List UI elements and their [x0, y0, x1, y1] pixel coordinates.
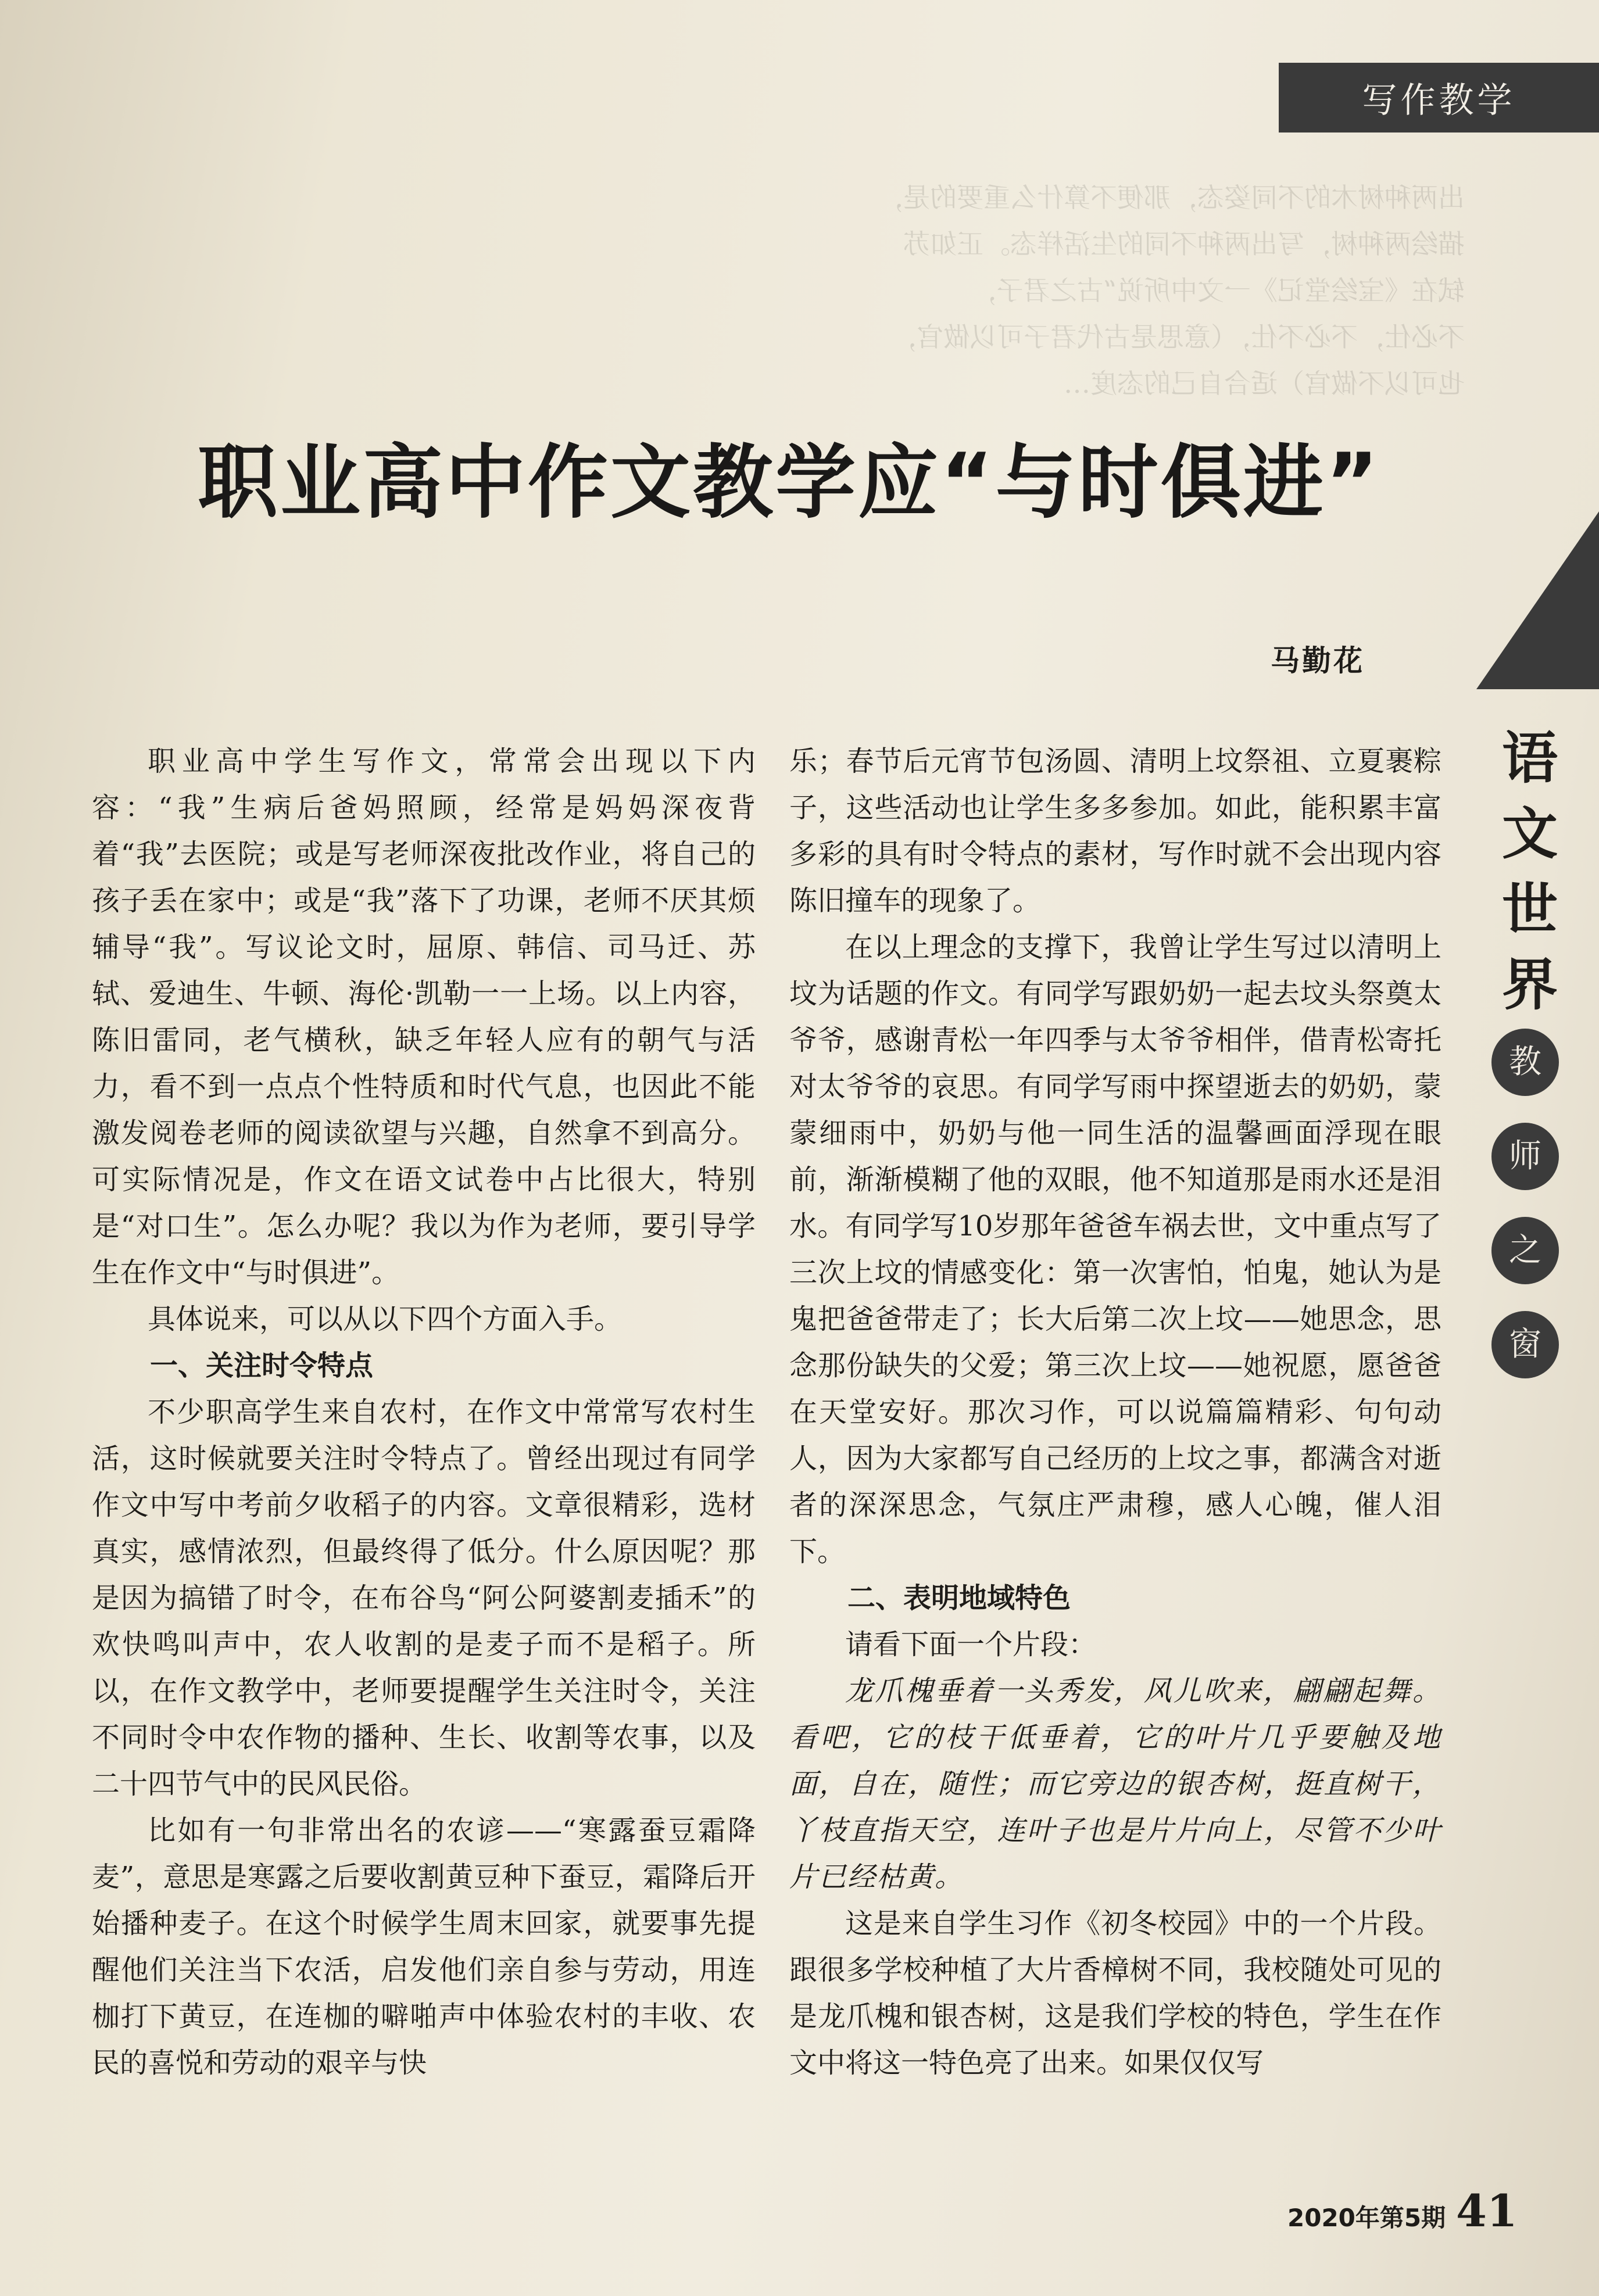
paragraph: 具体说来，可以从以下四个方面入手。 — [148, 1303, 623, 1335]
paragraph: 比如有一句非常出名的农谚——“寒露蚕豆霜降麦”，意思是寒露之后要收割黄豆种下蚕豆，霜降后开始播种麦子。在这个时候学生周末回家，就要事先提醒他们关注当下农活，启发他们亲自参与劳动，用连枷打下黄豆，在连枷的噼啪声中体验农村的丰收、农民的喜悦和劳动的艰辛与快 — [92, 1814, 756, 2079]
page-number: 41 — [1456, 2185, 1518, 2237]
section-heading: 二、表明地域特色 — [847, 1582, 1071, 1614]
subtitle-circle: 窗 — [1491, 1311, 1559, 1378]
paragraph: 职业高中学生写作文，常常会出现以下内容：“我”生病后爸妈照顾，经常是妈妈深夜背着“我”去医院；或是写老师深夜批改作业，将自己的孩子丢在家中；或是“我”落下了功课，老师不厌其烦辅导“我”。写议论文时，屈原、韩信、司马迁、苏轼、爱迪生、牛顿、海伦·凯勒一一上场。以上内容，陈旧雷同，老气横秋，缺乏年轻人应有的朝气与活力，看不到一点点个性特质和时代气息，也因此不能激发阅卷老师的阅读欲望与兴趣，自然拿不到高分。可实际情况是，作文在语文试卷中占比很大，特别是“对口生”。怎么办呢？我以为作为老师，要引导学生在作文中“与时俱进”。 — [92, 745, 756, 1289]
paragraph: 这是来自学生习作《初冬校园》中的一个片段。跟很多学校种植了大片香樟树不同，我校随处可见的是龙爪槐和银杏树，这是我们学校的特色，学生在作文中将这一特色亮了出来。如果仅仅写 — [789, 1907, 1441, 2079]
bleed-line: 不必仕，不必不仕，（意思是古代君子可以做官， — [890, 321, 1465, 353]
paragraph: 乐；春节后元宵节包汤圆、清明上坟祭祖、立夏裹粽子，这些活动也让学生多多参加。如此，能积累丰富多彩的具有时令特点的素材，写作时就不会出现内容陈旧撞车的现象了。 — [789, 745, 1441, 917]
paragraph: 不少职高学生来自农村，在作文中常常写农村生活，这时候就要关注时令特点了。曾经出现过有同学作文中写中考前夕收稻子的内容。文章很精彩，选材真实，感情浓烈，但最终得了低分。什么原因呢？那是因为搞错了时令，在布谷鸟“阿公阿婆割麦插禾”的欢快鸣叫声中，农人收割的是麦子而不是稻子。所以，在作文教学中，老师要提醒学生关注时令，关注不同时令中农作物的播种、生长、收割等农事，以及二十四节气中的民风民俗。 — [92, 1396, 756, 1800]
bleed-line: 轼在《宝绘堂记》一文中所说“古之君子， — [970, 275, 1465, 306]
column-name-char: 界 — [1502, 952, 1558, 1018]
column-name-char: 世 — [1502, 876, 1558, 942]
paragraph: 在以上理念的支撑下，我曾让学生写过以清明上坟为话题的作文。有同学写跟奶奶一起去坟头祭奠太爷爷，感谢青松一年四季与太爷爷相伴，借青松寄托对太爷爷的哀思。有同学写雨中探望逝去的奶奶，蒙蒙细雨中，奶奶与他一同生活的温馨画面浮现在眼前，渐渐模糊了他的双眼，他不知道那是雨水还是泪水。有同学写10岁那年爸爸车祸去世，文中重点写了三次上坟的情感变化：第一次害怕，怕鬼，她认为是鬼把爸爸带走了；长大后第二次上坟——她思念，思念那份缺失的父爱；第三次上坟——她祝愿，愿爸爸在天堂安好。那次习作，可以说篇篇精彩、句句动人，因为大家都写自己经历的上坟之事，都满含对逝者的深深思念，气氛庄严肃穆，感人心魄，催人泪下。 — [789, 931, 1441, 1568]
subtitle-circle: 教 — [1491, 1029, 1559, 1096]
bleed-line: 描绘两种树，写出两种不同的生活样态。正如苏 — [903, 228, 1465, 260]
article-author: 马勤花 — [1271, 644, 1365, 678]
section-label: 写作教学 — [1362, 80, 1516, 121]
left-column — [92, 738, 756, 2086]
issue-label: 2020年第5期 — [1287, 2204, 1446, 2232]
article-title: 职业高中作文教学应“与时俱进” — [198, 436, 1381, 529]
corner-triangle-decoration — [1476, 511, 1599, 689]
right-column — [789, 738, 1441, 2086]
bleed-line: 出两种树木的不同姿态，那便不算什么重要的是， — [877, 182, 1465, 213]
subtitle-circle: 之 — [1491, 1217, 1559, 1284]
bleed-line: 也可以不做官）适合自己的态度… — [1064, 368, 1465, 399]
column-name-vertical — [1495, 721, 1565, 1023]
subtitle-circle: 师 — [1491, 1123, 1559, 1190]
section-heading: 一、关注时令特点 — [150, 1349, 374, 1382]
column-subtitle-circles — [1491, 1029, 1561, 1405]
section-header-bar — [1279, 63, 1599, 132]
column-name-char: 文 — [1502, 801, 1558, 866]
column-name-char: 语 — [1502, 725, 1558, 791]
paragraph: 请看下面一个片段： — [845, 1628, 1097, 1661]
quoted-excerpt: 龙爪槐垂着一头秀发，风儿吹来，翩翩起舞。看吧，它的枝干低垂着，它的叶片几乎要触及地面，自在，随性；而它旁边的银杏树，挺直树干，丫枝直指天空，连叶子也是片片向上，尽管不少叶片已经枯黄。 — [789, 1675, 1441, 1893]
